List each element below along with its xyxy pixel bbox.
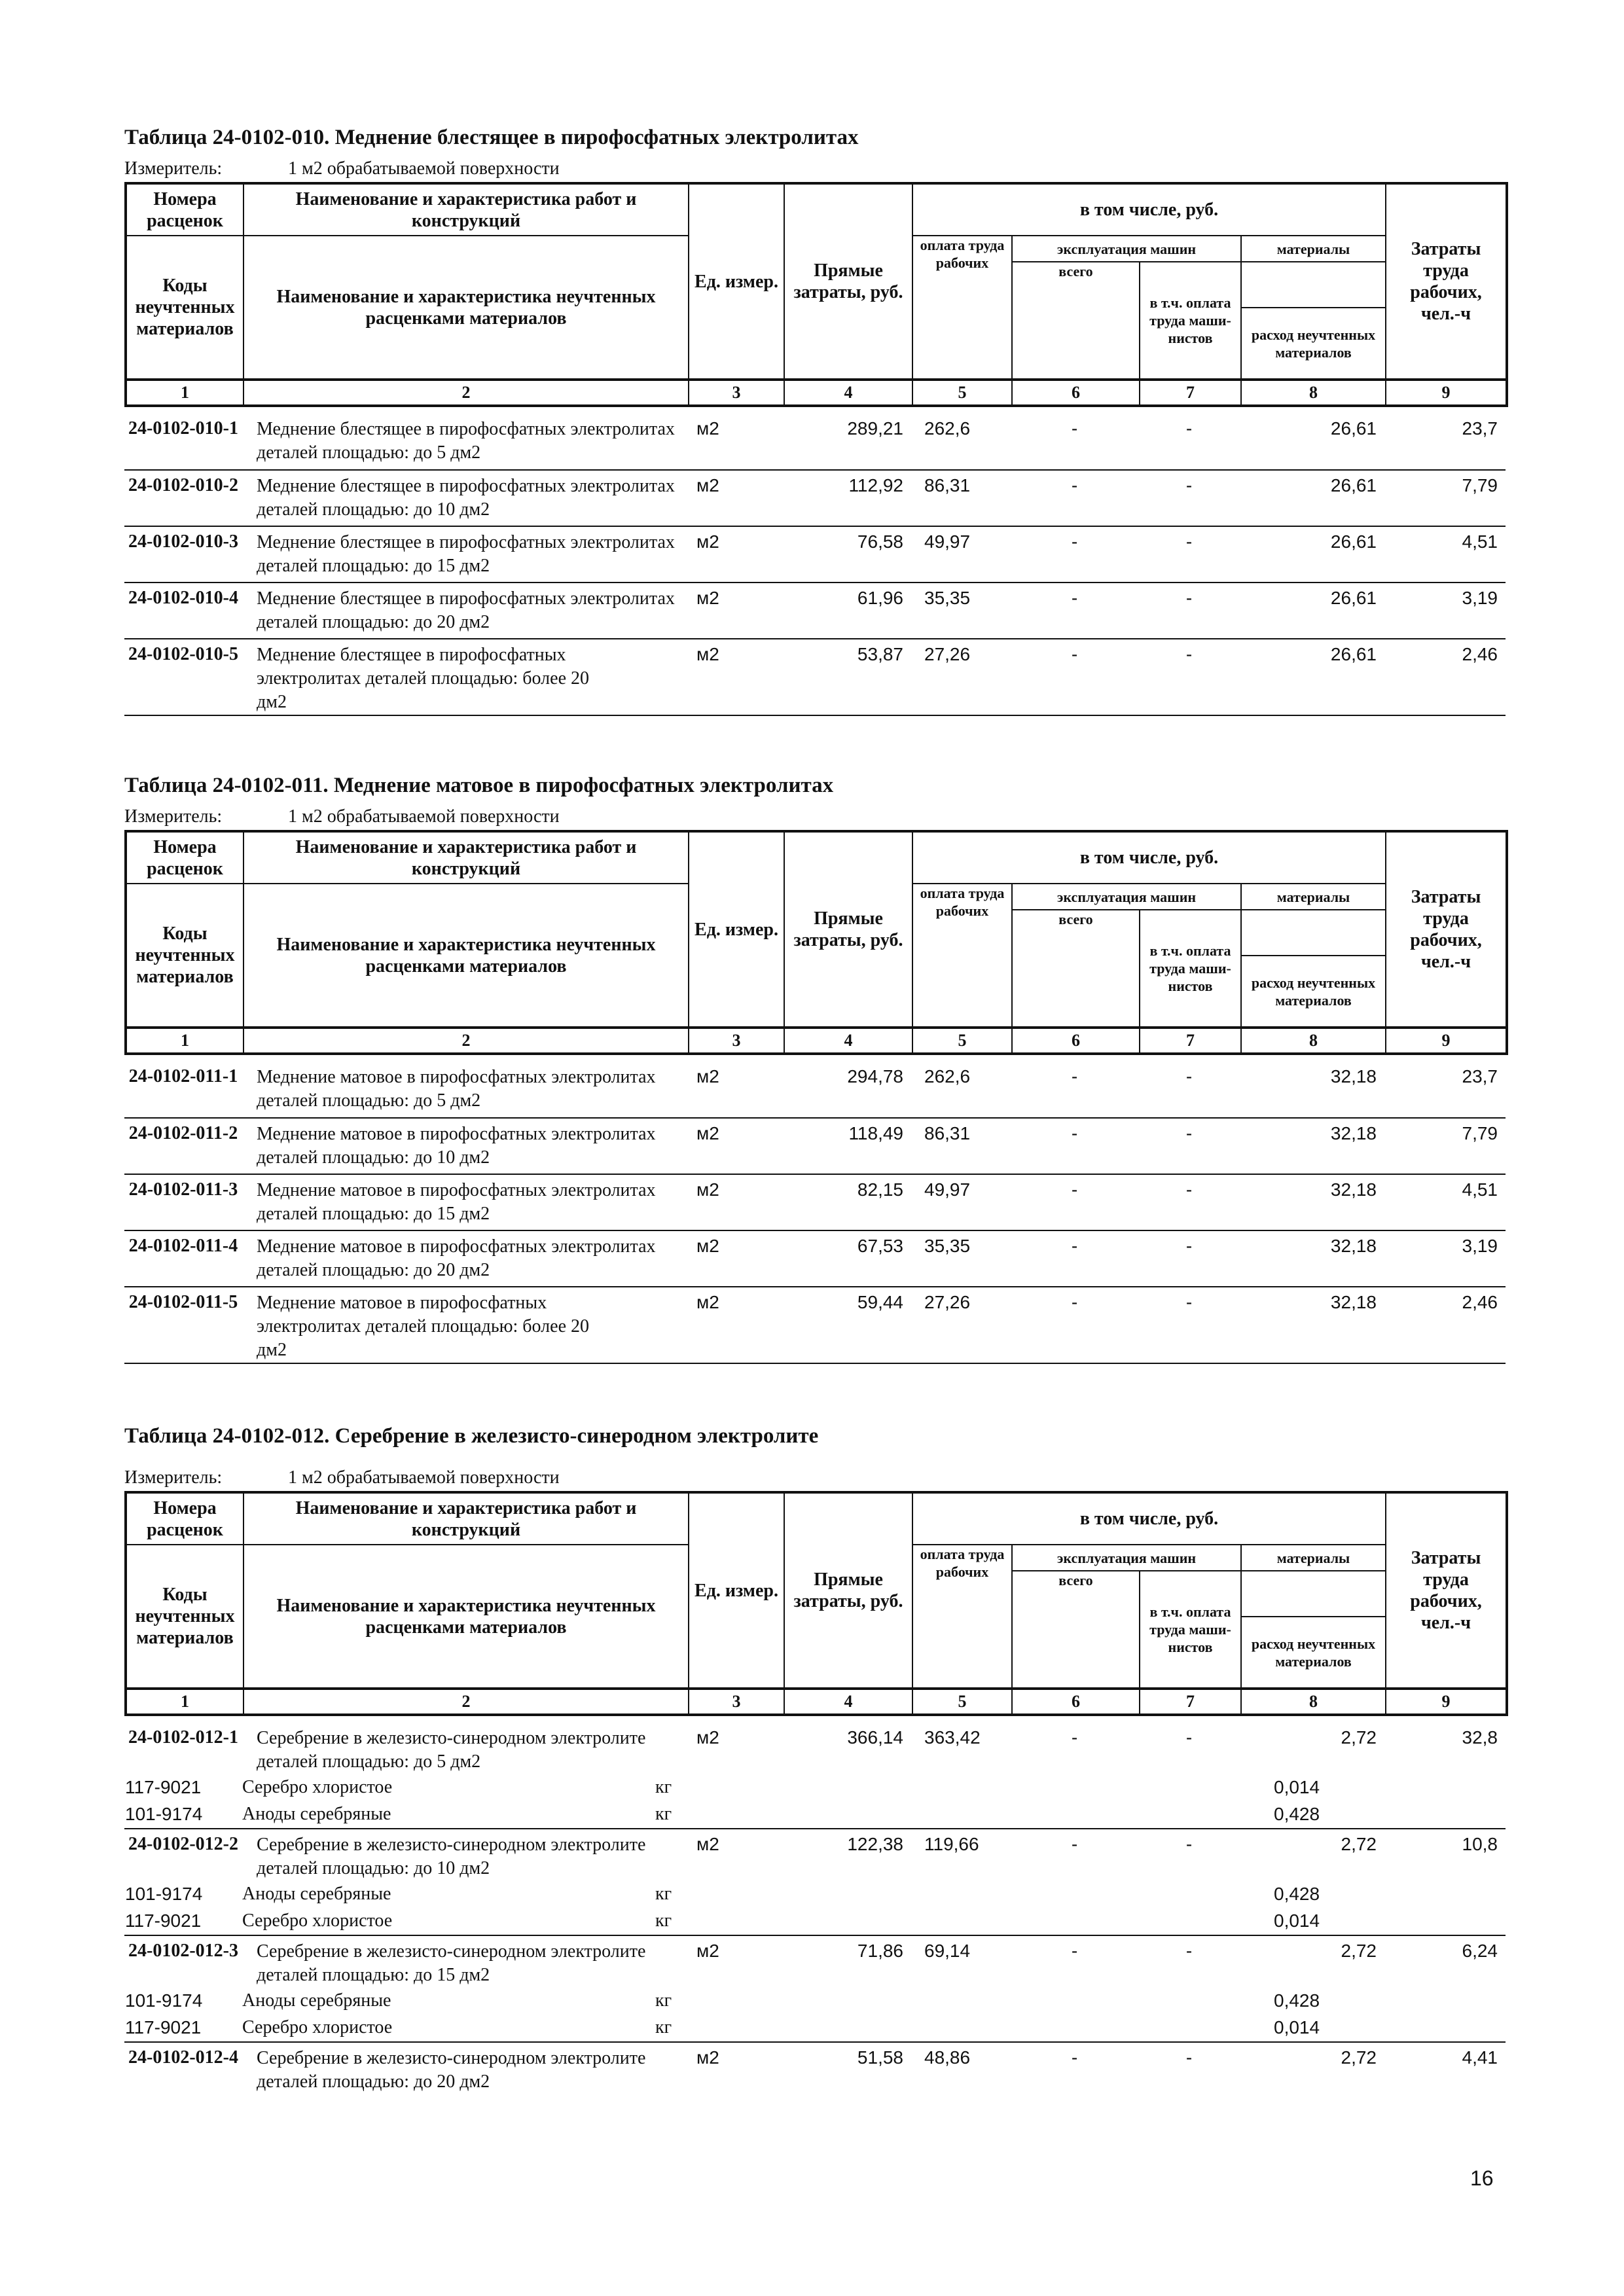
measure-value: 1 м2 обрабатываемой поверхности: [288, 806, 560, 827]
column-numbers: 1 2 3 4 5 6 7 8 9: [124, 381, 1508, 407]
table-row: 24-0102-010-1 Меднение блестящее в пирофосфатных электролитах деталей площадью: до 5 дм2 м2 289,21 262,6 - - 26,61 23,7: [128, 418, 1498, 463]
material-row: 117-9021 Серебро хлористое кг 0,014: [125, 1910, 1320, 1931]
header-materialy: материалы: [1241, 884, 1386, 910]
table-row: 24-0102-010-3 Меднение блестящее в пирофосфатных электролитах деталей площадью: до 15 дм2 м2 76,58 49,97 - - 26,61 4,51: [124, 526, 1506, 583]
header-v-tom-chisle: в том числе, руб.: [912, 183, 1386, 236]
header-zatraty: Затраты труда рабочих, чел.-ч: [1386, 183, 1507, 380]
material-row: 117-9021 Серебро хлористое кг 0,014: [125, 2017, 1320, 2037]
table-row: 24-0102-011-1 Меднение матовое в пирофосфатных электролитах деталей площадью: до 5 дм2 м2 294,78 262,6 - - 32,18 23,7: [128, 1066, 1498, 1111]
header-ed: Ед. измер.: [689, 831, 784, 1028]
measure-value: 1 м2 обрабатываемой поверхности: [288, 1467, 560, 1488]
header-materialy: материалы: [1241, 1545, 1386, 1571]
measure-line: [124, 156, 1506, 182]
table-header: [124, 830, 1508, 1029]
header-naim-rabot: Наименование и характеристика работ и конструкций: [244, 183, 689, 236]
table-title: Таблица 24-0102-012. Серебрение в железисто-синеродном электролите: [124, 1424, 819, 1448]
header-rashod: расход неучтенных материалов: [1241, 1617, 1386, 1689]
header-rashod: расход неучтенных материалов: [1241, 956, 1386, 1028]
header-eksplu: эксплуатация машин: [1012, 884, 1241, 910]
header-vtch: в т.ч. оплата труда маши-нистов: [1140, 1571, 1241, 1689]
header-naim-mat: Наименование и характеристика неучтенных расценками материалов: [244, 884, 689, 1028]
header-rashod: расход неучтенных материалов: [1241, 308, 1386, 380]
header-pryamye: Прямые затраты, руб.: [784, 831, 912, 1028]
header-kody: Коды неучтенных материалов: [126, 1545, 244, 1689]
header-zatraty: Затраты труда рабочих, чел.-ч: [1386, 1492, 1507, 1689]
table-section-010: [124, 119, 1506, 716]
header-pryamye: Прямые затраты, руб.: [784, 1492, 912, 1689]
table-section-012: [124, 1418, 1506, 2094]
table-row: 24-0102-012-3 Серебрение в железисто-синеродном электролите деталей площадью: до 15 дм2 м2 71,86 69,14 - - 2,72 6,24: [124, 1935, 1506, 1988]
table-row: 24-0102-012-2 Серебрение в железисто-синеродном электролите деталей площадью: до 10 дм2 м2 122,38 119,66 - - 2,72 10,8: [124, 1829, 1506, 1881]
table-row: 24-0102-011-5 Меднение матовое в пирофосфатных электролитах деталей площадью: более 20 дм2 м2 59,44 27,26 - - 32,18 2,46: [124, 1287, 1506, 1363]
material-row: 101-9174 Аноды серебряные кг 0,428: [125, 1804, 1320, 1824]
header-v-tom-chisle: в том числе, руб.: [912, 1492, 1386, 1545]
header-naim-rabot: Наименование и характеристика работ и конструкций: [244, 1492, 689, 1545]
header-nomera: Номера расценок: [126, 831, 244, 884]
table-row: 24-0102-010-4 Меднение блестящее в пирофосфатных электролитах деталей площадью: до 20 дм2 м2 61,96 35,35 - - 26,61 3,19: [124, 583, 1506, 639]
table-section-011: [124, 767, 1506, 1364]
header-kody: Коды неучтенных материалов: [126, 236, 244, 380]
measure-line: [124, 1465, 1506, 1491]
header-ed: Ед. измер.: [689, 183, 784, 380]
header-naim-mat: Наименование и характеристика неучтенных расценками материалов: [244, 236, 689, 380]
table-row: 24-0102-011-2 Меднение матовое в пирофосфатных электролитах деталей площадью: до 10 дм2 м2 118,49 86,31 - - 32,18 7,79: [124, 1118, 1506, 1174]
table-body: [124, 414, 1506, 716]
table-row: 24-0102-012-1 Серебрение в железисто-синеродном электролите деталей площадью: до 5 дм2 м2 366,14 363,42 - - 2,72 32,8: [128, 1727, 1498, 1772]
page-number: 16: [1470, 2166, 1494, 2190]
measure-value: 1 м2 обрабатываемой поверхности: [288, 158, 560, 179]
table-body: [124, 1723, 1506, 2094]
table-row: 24-0102-011-3 Меднение матовое в пирофосфатных электролитах деталей площадью: до 15 дм2 м2 82,15 49,97 - - 32,18 4,51: [124, 1174, 1506, 1230]
header-oplata: оплата труда рабочих: [912, 1545, 1012, 1689]
header-zatraty: Затраты труда рабочих, чел.-ч: [1386, 831, 1507, 1028]
header-nomera: Номера расценок: [126, 183, 244, 236]
header-vsego: всего: [1012, 1571, 1140, 1689]
material-row: 117-9021 Серебро хлористое кг 0,014: [125, 1777, 1320, 1797]
table-row: 24-0102-011-4 Меднение матовое в пирофосфатных электролитах деталей площадью: до 20 дм2 м2 67,53 35,35 - - 32,18 3,19: [124, 1230, 1506, 1287]
header-vtch: в т.ч. оплата труда маши-нистов: [1140, 910, 1241, 1028]
header-naim-rabot: Наименование и характеристика работ и конструкций: [244, 831, 689, 884]
header-pryamye: Прямые затраты, руб.: [784, 183, 912, 380]
measure-label: Измеритель:: [124, 806, 223, 827]
measure-line: [124, 804, 1506, 830]
table-row: 24-0102-010-2 Меднение блестящее в пирофосфатных электролитах деталей площадью: до 10 дм2 м2 112,92 86,31 - - 26,61 7,79: [124, 470, 1506, 526]
header-vsego: всего: [1012, 262, 1140, 380]
header-v-tom-chisle: в том числе, руб.: [912, 831, 1386, 884]
table-header: [124, 1491, 1508, 1690]
header-eksplu: эксплуатация машин: [1012, 1545, 1241, 1571]
table-row: 24-0102-012-4 Серебрение в железисто-синеродном электролите деталей площадью: до 20 дм2 м2 51,58 48,86 - - 2,72 4,41: [124, 2042, 1506, 2094]
header-kody: Коды неучтенных материалов: [126, 884, 244, 1028]
table-body: [124, 1062, 1506, 1364]
header-oplata: оплата труда рабочих: [912, 884, 1012, 1028]
header-eksplu: эксплуатация машин: [1012, 236, 1241, 262]
measure-label: Измеритель:: [124, 158, 223, 179]
header-oplata: оплата труда рабочих: [912, 236, 1012, 380]
column-numbers: 1 2 3 4 5 6 7 8 9: [124, 1029, 1508, 1055]
table-title: Таблица 24-0102-010. Меднение блестящее в пирофосфатных электролитах: [124, 126, 859, 149]
material-row: 101-9174 Аноды серебряные кг 0,428: [125, 1990, 1320, 2011]
header-materialy: материалы: [1241, 236, 1386, 262]
table-row: 24-0102-010-5 Меднение блестящее в пирофосфатных электролитах деталей площадью: более 20 дм2 м2 53,87 27,26 - - 26,61 2,46: [124, 639, 1506, 715]
measure-label: Измеритель:: [124, 1467, 223, 1488]
header-naim-mat: Наименование и характеристика неучтенных расценками материалов: [244, 1545, 689, 1689]
table-title: Таблица 24-0102-011. Меднение матовое в пирофосфатных электролитах: [124, 774, 834, 797]
header-vtch: в т.ч. оплата труда маши-нистов: [1140, 262, 1241, 380]
header-ed: Ед. измер.: [689, 1492, 784, 1689]
material-row: 101-9174 Аноды серебряные кг 0,428: [125, 1884, 1320, 1904]
column-numbers: 1 2 3 4 5 6 7 8 9: [124, 1690, 1508, 1716]
table-header: [124, 182, 1508, 381]
header-vsego: всего: [1012, 910, 1140, 1028]
header-nomera: Номера расценок: [126, 1492, 244, 1545]
